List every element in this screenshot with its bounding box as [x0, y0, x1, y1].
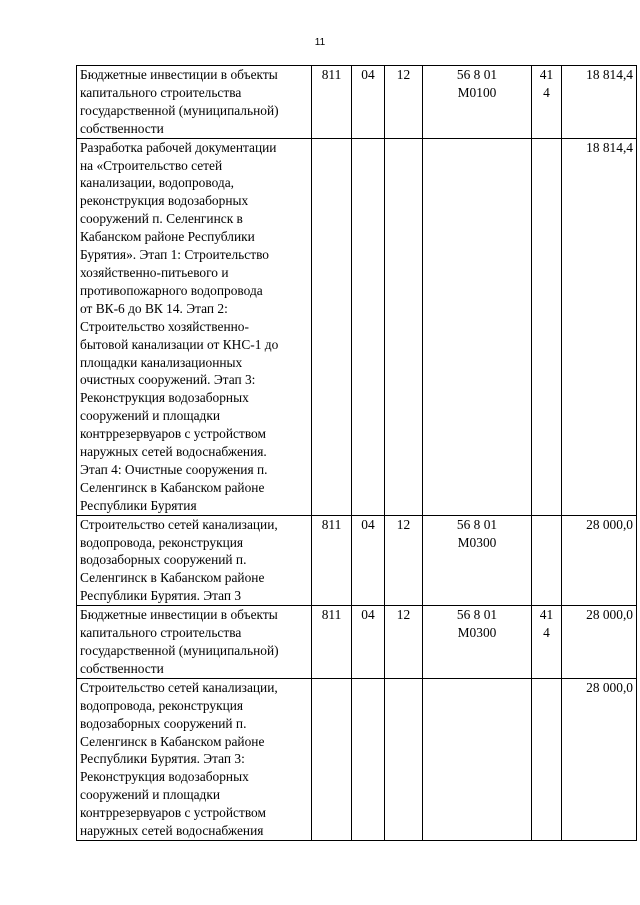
- description-line: Селенгинск в Кабанском районе: [80, 570, 265, 586]
- target-article-cell: [423, 515, 532, 606]
- amount-value: 28 000,0: [586, 516, 633, 532]
- expense-type-cell: [532, 138, 562, 515]
- expense-type-line: 4: [543, 84, 550, 100]
- ministry-code: 811: [321, 607, 342, 623]
- amount-value: 18 814,4: [586, 67, 633, 82]
- description-cell: [77, 678, 312, 840]
- description-line: Бурятия». Этап 1: Строительство: [80, 247, 270, 263]
- table-row: [77, 138, 637, 515]
- section-code: 04: [361, 516, 375, 532]
- section-code-cell: [352, 515, 385, 606]
- subsection-code-cell: [385, 515, 423, 606]
- subsection-code-cell: [385, 678, 423, 840]
- target-article-line: М0300: [457, 625, 497, 641]
- amount-value: 18 814,4: [586, 139, 633, 155]
- expense-type-line: 4: [543, 625, 550, 641]
- description-line: сооружений п. Селенгинск в: [80, 211, 243, 227]
- description-line: хозяйственно-питьевого и: [80, 264, 229, 280]
- page-number: 11: [314, 37, 326, 48]
- description-line: Реконструкция водозаборных: [80, 390, 249, 406]
- section-code-cell: [352, 66, 385, 139]
- budget-table: [76, 65, 637, 841]
- description-line: капитального строительства: [80, 625, 242, 641]
- ministry-code-cell: [312, 138, 352, 515]
- description-line: Селенгинск в Кабанском районе: [80, 733, 265, 749]
- subsection-code: 12: [396, 67, 411, 82]
- table-row: [77, 678, 637, 840]
- description-line: канализации, водопровода,: [80, 175, 234, 191]
- description-line: Селенгинск в Кабанском районе: [80, 479, 265, 495]
- description-line: контррезервуаров с устройством: [80, 426, 266, 442]
- description-line: Этап 4: Очистные сооружения п.: [80, 461, 268, 477]
- target-article-cell: [423, 138, 532, 515]
- expense-type-cell: [532, 678, 562, 840]
- description-line: водопровода, реконструкция: [80, 697, 244, 713]
- subsection-code-cell: [385, 66, 423, 139]
- description-line: бытовой канализации от КНС-1 до: [80, 336, 279, 352]
- description-line: площадки канализационных: [80, 354, 243, 370]
- table-row: [77, 606, 637, 679]
- description-line: Республики Бурятия. Этап 3: [80, 588, 242, 604]
- expense-type-line: 41: [539, 67, 554, 82]
- target-article-cell: [423, 66, 532, 139]
- description-cell: [77, 138, 312, 515]
- description-line: Бюджетные инвестиции в объекты: [80, 67, 278, 82]
- table-row: [77, 515, 637, 606]
- description-line: собственности: [80, 120, 164, 136]
- target-article-line: 56 8 01: [456, 516, 498, 532]
- description-line: Строительство сетей канализации,: [80, 516, 278, 532]
- section-code-cell: [352, 678, 385, 840]
- description-line: государственной (муниципальной): [80, 643, 279, 658]
- amount-cell: [562, 138, 637, 515]
- amount-value: 28 000,0: [586, 679, 633, 695]
- description-line: Республики Бурятия: [80, 497, 197, 513]
- expense-type-cell: [532, 515, 562, 606]
- ministry-code-cell: [312, 606, 352, 679]
- table-row: [77, 66, 637, 139]
- target-article-line: М0300: [457, 534, 497, 550]
- description-line: Разработка рабочей документации: [80, 139, 277, 155]
- description-line: собственности: [80, 660, 164, 676]
- description-cell: [77, 66, 312, 139]
- description-line: реконструкция водозаборных: [80, 193, 249, 209]
- description-line: на «Строительство сетей: [80, 157, 223, 173]
- subsection-code: 12: [396, 516, 411, 532]
- ministry-code-cell: [312, 678, 352, 840]
- description-line: водозаборных сооружений п.: [80, 715, 247, 731]
- target-article-cell: [423, 606, 532, 679]
- target-article-cell: [423, 678, 532, 840]
- section-code-cell: [352, 606, 385, 679]
- description-cell: [77, 606, 312, 679]
- section-code: 04: [361, 67, 375, 82]
- ministry-code: 811: [321, 67, 342, 82]
- expense-type-cell: [532, 606, 562, 679]
- ministry-code-cell: [312, 66, 352, 139]
- description-line: очистных сооружений. Этап 3:: [80, 372, 256, 388]
- description-line: от ВК-6 до ВК 14. Этап 2:: [80, 300, 228, 316]
- description-line: сооружений и площадки: [80, 787, 221, 803]
- expense-type-line: 41: [539, 607, 554, 623]
- ministry-code: 811: [321, 516, 342, 532]
- description-line: Бюджетные инвестиции в объекты: [80, 607, 278, 623]
- target-article-line: 56 8 01: [456, 607, 498, 623]
- description-line: капитального строительства: [80, 84, 242, 100]
- description-line: Реконструкция водозаборных: [80, 769, 249, 785]
- description-line: Строительство хозяйственно-: [80, 318, 249, 334]
- target-article-line: 56 8 01: [456, 67, 498, 82]
- description-line: водопровода, реконструкция: [80, 534, 244, 550]
- description-line: наружных сетей водоснабжения.: [80, 444, 267, 460]
- description-line: наружных сетей водоснабжения: [80, 823, 264, 839]
- description-cell: [77, 515, 312, 606]
- amount-value: 28 000,0: [586, 607, 633, 623]
- description-line: Строительство сетей канализации,: [80, 679, 278, 695]
- subsection-code-cell: [385, 138, 423, 515]
- section-code: 04: [361, 607, 375, 623]
- amount-cell: [562, 678, 637, 840]
- amount-cell: [562, 606, 637, 679]
- description-line: сооружений и площадки: [80, 408, 221, 424]
- subsection-code: 12: [396, 607, 411, 623]
- amount-cell: [562, 66, 637, 139]
- description-line: противопожарного водопровода: [80, 282, 263, 298]
- description-line: водозаборных сооружений п.: [80, 552, 247, 568]
- description-line: Кабанском районе Республики: [80, 229, 255, 245]
- description-line: государственной (муниципальной): [80, 102, 279, 118]
- section-code-cell: [352, 138, 385, 515]
- description-line: Республики Бурятия. Этап 3:: [80, 751, 245, 767]
- ministry-code-cell: [312, 515, 352, 606]
- description-line: контррезервуаров с устройством: [80, 805, 266, 821]
- target-article-line: М0100: [457, 84, 497, 100]
- subsection-code-cell: [385, 606, 423, 679]
- amount-cell: [562, 515, 637, 606]
- expense-type-cell: [532, 66, 562, 139]
